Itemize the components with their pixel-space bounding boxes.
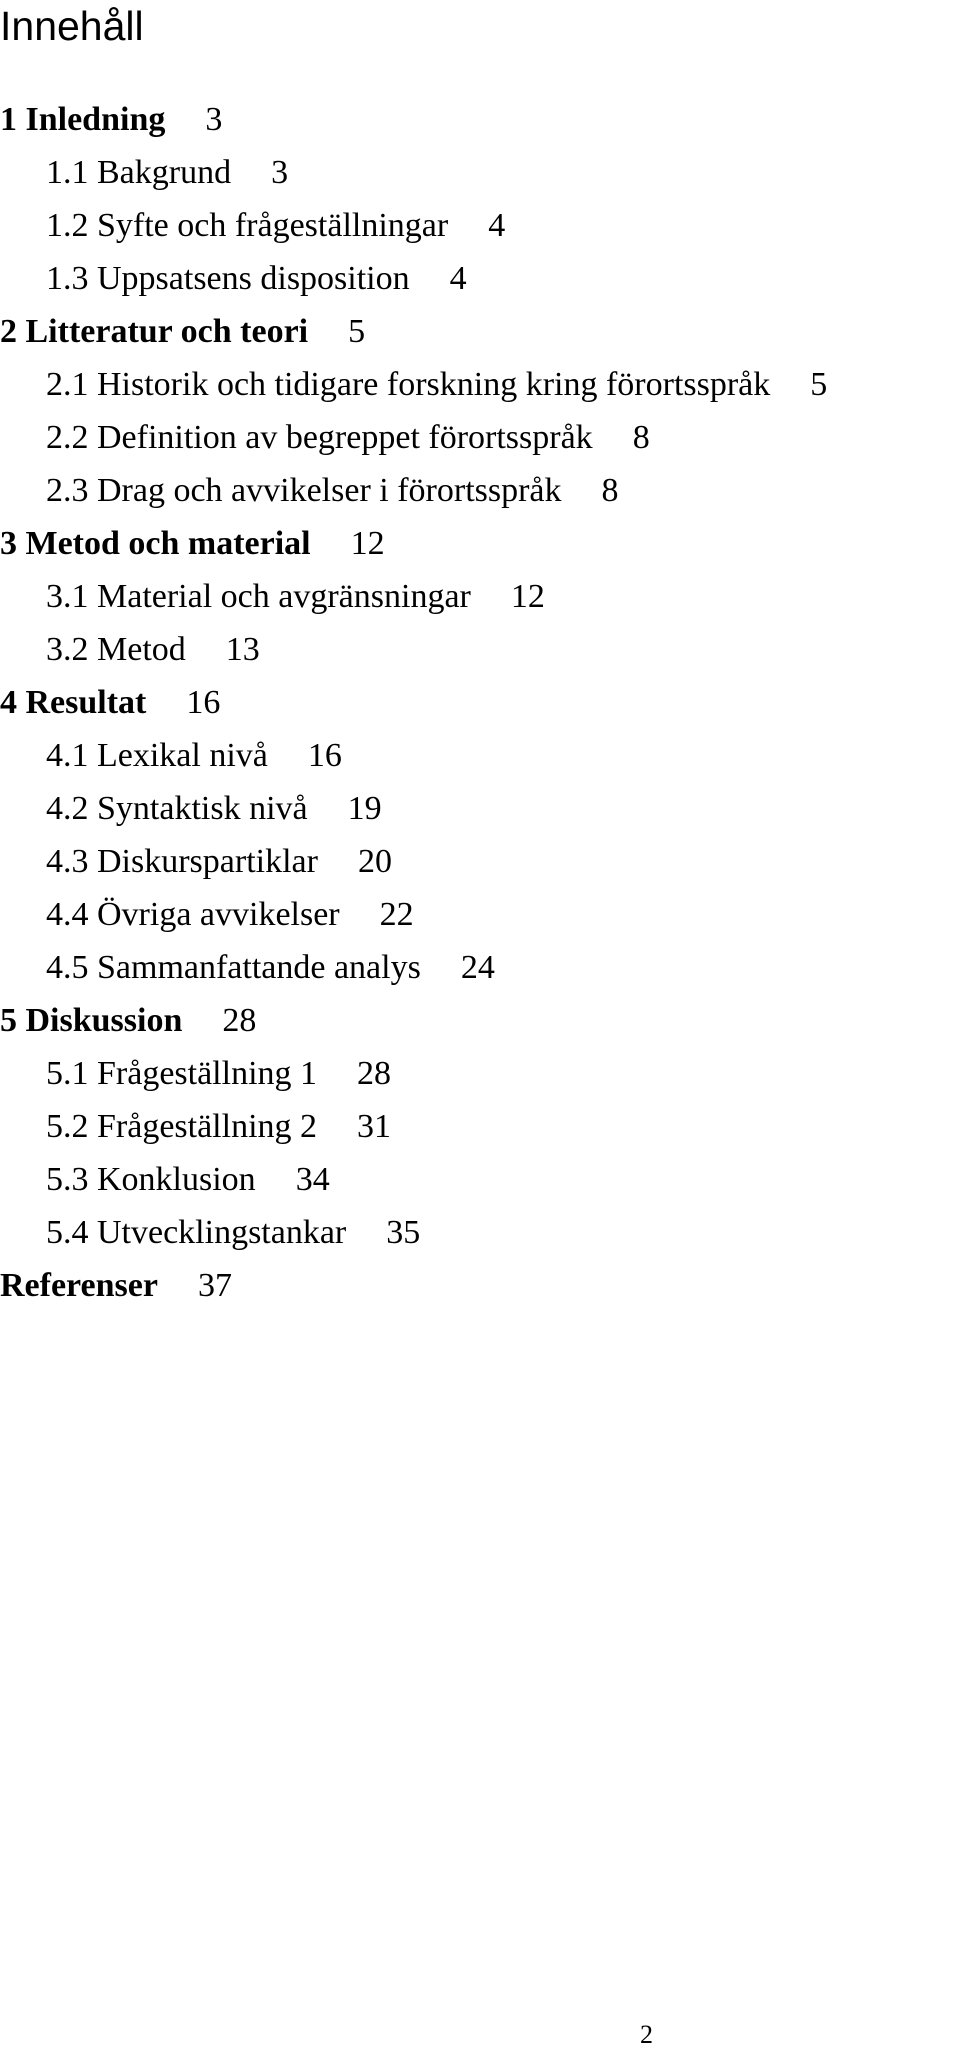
toc-entry[interactable] — [46, 358, 827, 411]
toc-entry-page: 12 — [510, 578, 545, 615]
toc-entry-title: 1 Inledning — [0, 101, 166, 138]
toc-entry-title: 5.2 Frågeställning 2 — [46, 1108, 318, 1145]
toc-entry[interactable] — [46, 146, 288, 199]
toc-entry[interactable] — [46, 888, 414, 941]
toc-entry[interactable] — [46, 1153, 330, 1206]
toc-entry-title: 1.3 Uppsatsens disposition — [46, 260, 410, 297]
toc-entry-page: 4 — [488, 207, 506, 244]
toc-entry-title: 5.4 Utvecklingstankar — [46, 1214, 347, 1251]
toc-entry-title: 4.4 Övriga avvikelser — [46, 896, 340, 933]
toc-entry-title: Referenser — [0, 1267, 158, 1304]
toc-entry-page: 13 — [225, 631, 260, 668]
toc-entry-title: 5 Diskussion — [0, 1002, 183, 1039]
toc-entry-page: 37 — [197, 1267, 232, 1304]
toc-entry[interactable] — [46, 729, 342, 782]
toc-entry[interactable] — [46, 835, 392, 888]
toc-entry-page: 16 — [186, 684, 221, 721]
toc-entry-title: 4.1 Lexikal nivå — [46, 737, 268, 774]
toc-entry[interactable] — [0, 676, 220, 729]
toc-entry-title: 2 Litteratur och teori — [0, 313, 309, 350]
toc-entry-title: 3.1 Material och avgränsningar — [46, 578, 471, 615]
toc-entry-page: 8 — [632, 419, 650, 456]
page-title: Innehåll — [0, 3, 144, 49]
toc-entry[interactable] — [46, 464, 619, 517]
toc-entry-page: 19 — [347, 790, 382, 827]
toc-entry-page: 31 — [357, 1108, 392, 1145]
toc-entry[interactable] — [46, 411, 650, 464]
toc-entry-title: 4.5 Sammanfattande analys — [46, 949, 421, 986]
toc-entry-title: 3.2 Metod — [46, 631, 186, 668]
toc-entry-title: 4.3 Diskurspartiklar — [46, 843, 318, 880]
toc-entry[interactable] — [0, 517, 385, 570]
toc-entry[interactable] — [46, 1100, 391, 1153]
toc-entry-title: 4 Resultat — [0, 684, 147, 721]
toc-entry-page: 5 — [810, 366, 828, 403]
toc-entry-title: 2.2 Definition av begreppet förortsspråk — [46, 419, 593, 456]
toc-entry-page: 16 — [307, 737, 342, 774]
toc-entry[interactable] — [46, 623, 260, 676]
toc-entry-page: 22 — [379, 896, 414, 933]
toc-entry[interactable] — [46, 941, 495, 994]
toc-entry[interactable] — [46, 199, 505, 252]
toc-entry-page: 34 — [295, 1161, 330, 1198]
toc-entry-title: 5.1 Frågeställning 1 — [46, 1055, 318, 1092]
toc-entry-page: 3 — [271, 154, 289, 191]
toc-entry-title: 1.1 Bakgrund — [46, 154, 232, 191]
toc-entry[interactable] — [46, 252, 467, 305]
toc-entry[interactable] — [0, 93, 222, 146]
toc-entry-title: 1.2 Syfte och frågeställningar — [46, 207, 449, 244]
toc-entry-page: 8 — [601, 472, 619, 509]
toc-entry[interactable] — [46, 1206, 420, 1259]
toc-entry-page: 20 — [357, 843, 392, 880]
toc-entry-page: 24 — [460, 949, 495, 986]
toc-entry[interactable] — [0, 1259, 232, 1312]
toc-entry-title: 3 Metod och material — [0, 525, 311, 562]
toc-entry[interactable] — [0, 305, 365, 358]
toc-entry-page: 12 — [350, 525, 385, 562]
toc-entry-title: 2.1 Historik och tidigare forskning kring förortsspråk — [46, 366, 771, 403]
toc-entry-page: 35 — [386, 1214, 421, 1251]
toc-entry[interactable] — [46, 570, 545, 623]
toc-entry[interactable] — [46, 1047, 391, 1100]
toc-entry-title: 5.3 Konklusion — [46, 1161, 256, 1198]
toc-entry[interactable] — [0, 994, 256, 1047]
toc-entry[interactable] — [46, 782, 382, 835]
toc-entry-title: 2.3 Drag och avvikelser i förortsspråk — [46, 472, 562, 509]
toc-entry-page: 5 — [348, 313, 366, 350]
toc-entry-title: 4.2 Syntaktisk nivå — [46, 790, 308, 827]
toc-entry-page: 28 — [357, 1055, 392, 1092]
toc-entry-page: 28 — [222, 1002, 257, 1039]
page-number: 2 — [640, 2020, 653, 2049]
toc-entry-page: 4 — [449, 260, 467, 297]
toc-entry-page: 3 — [205, 101, 223, 138]
